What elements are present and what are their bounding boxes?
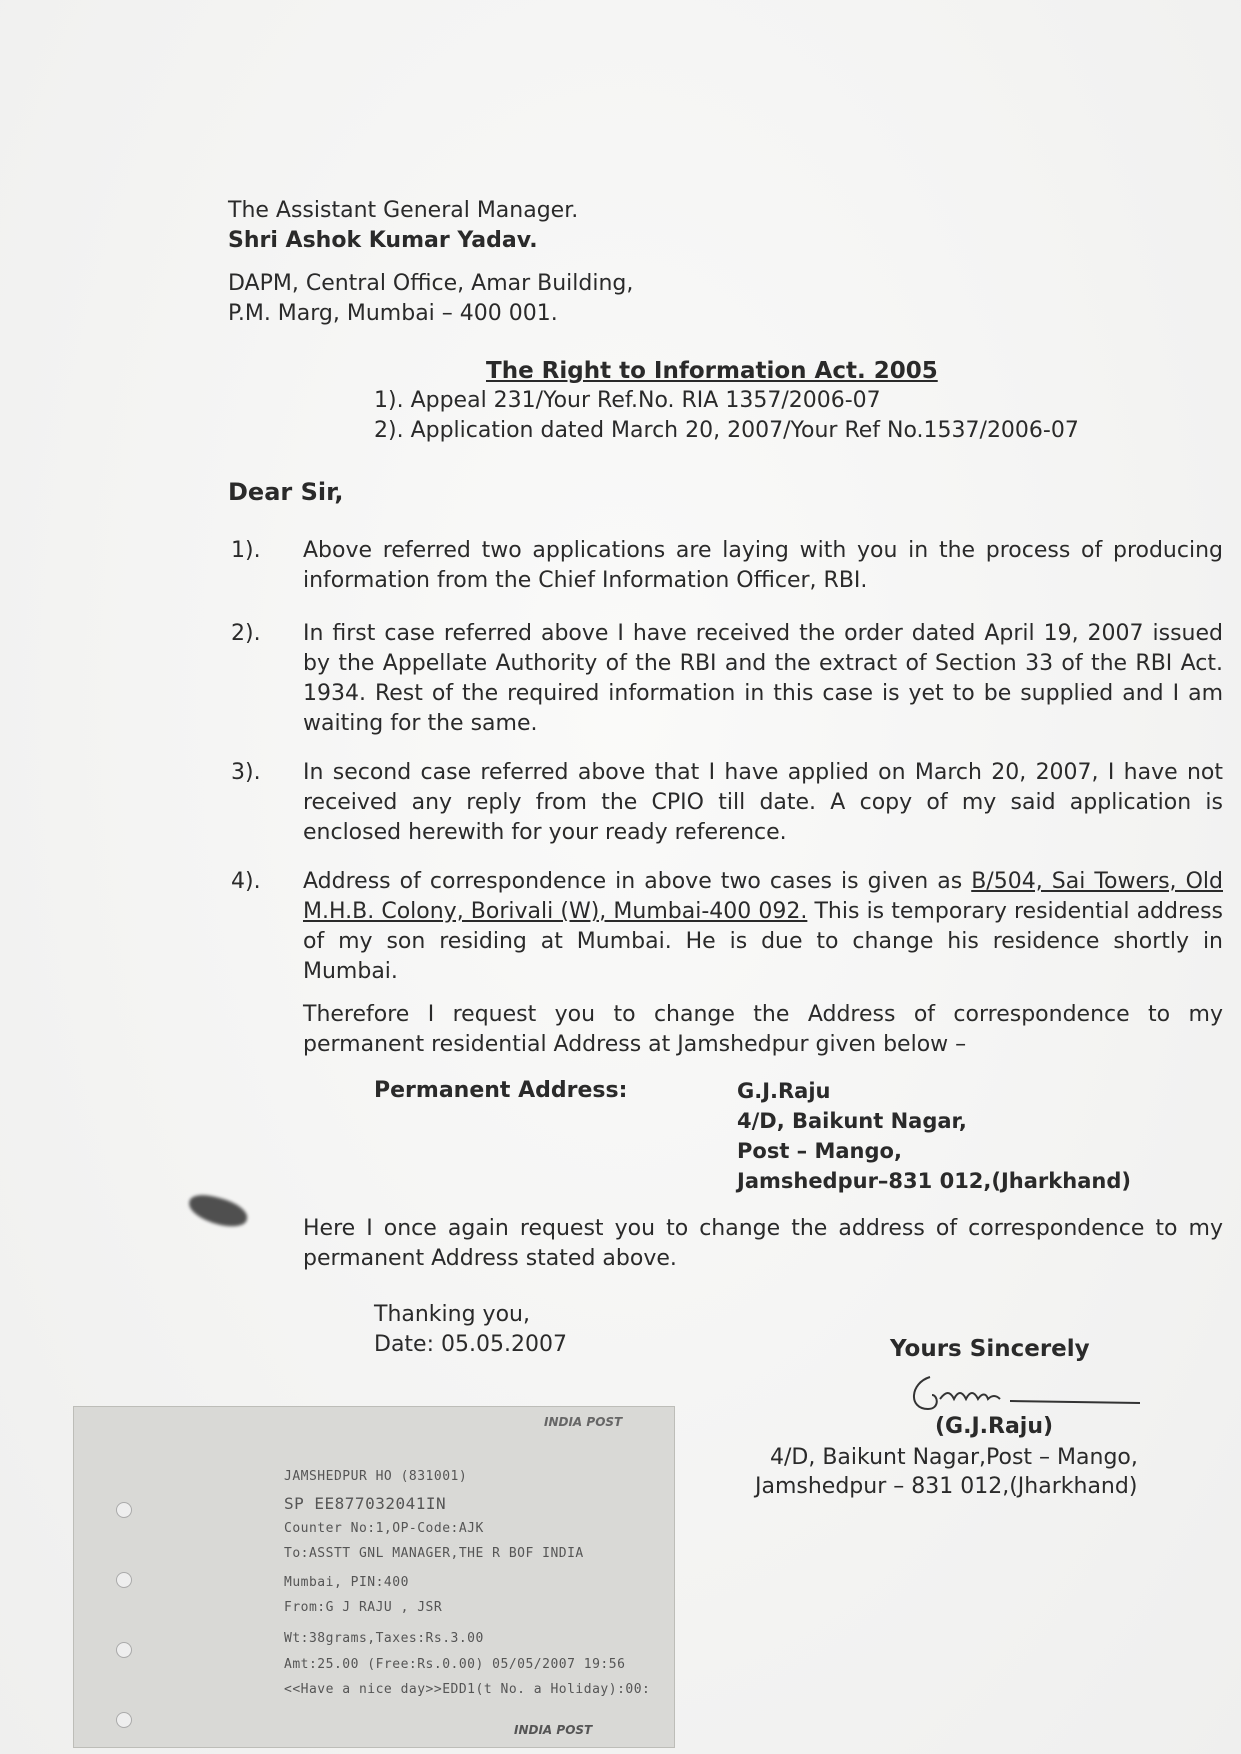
postal-receipt xyxy=(73,1406,675,1748)
permanent-address-label: Permanent Address: xyxy=(374,1078,628,1103)
signatory-address-1: 4/D, Baikunt Nagar,Post – Mango, xyxy=(770,1445,1138,1470)
signatory-address-2: Jamshedpur – 831 012,(Jharkhand) xyxy=(755,1474,1138,1499)
receipt-line: <<Have a nice day>>EDD1(t No. a Holiday):00: xyxy=(284,1682,651,1697)
receipt-line: JAMSHEDPUR HO (831001) xyxy=(284,1469,468,1484)
recipient-title: The Assistant General Manager. xyxy=(228,198,579,223)
india-post-logo-top: INDIA POST xyxy=(544,1415,623,1429)
thanking-you: Thanking you, xyxy=(374,1302,530,1327)
point-4-text-pre: Address of correspondence in above two cases is given as xyxy=(303,869,972,894)
permanent-address-line: Jamshedpur–831 012,(Jharkhand) xyxy=(737,1169,1131,1193)
point-1-number: 1). xyxy=(231,538,261,563)
receipt-line: From:G J RAJU , JSR xyxy=(284,1600,443,1615)
point-4-text-post: This is temporary residential address of my son residing at Mumbai. He is due to change his residence shortly in Mumbai. xyxy=(303,899,1223,984)
son-address: B/504, Sai Towers, Old M.H.B. Colony, Borivali (W), Mumbai-400 092. xyxy=(303,869,1223,924)
punch-hole xyxy=(116,1502,132,1518)
permanent-address-line: 4/D, Baikunt Nagar, xyxy=(737,1109,967,1133)
punch-hole xyxy=(116,1572,132,1588)
receipt-line: Counter No:1,OP-Code:AJK xyxy=(284,1521,484,1536)
receipt-line: Mumbai, PIN:400 xyxy=(284,1575,409,1590)
receipt-line: Wt:38grams,Taxes:Rs.3.00 xyxy=(284,1631,484,1646)
signature-icon xyxy=(900,1365,1150,1417)
salutation: Dear Sir, xyxy=(228,478,344,506)
ink-smudge xyxy=(186,1191,251,1231)
permanent-address-line: G.J.Raju xyxy=(737,1079,831,1103)
permanent-address-line: Post – Mango, xyxy=(737,1139,902,1163)
point-3-text: In second case referred above that I have applied on March 20, 2007, I have not received any reply from the CPIO till date. A copy of my said application is enclosed herewith for your ready reference. xyxy=(303,760,1223,845)
point-2-number: 2). xyxy=(231,621,261,646)
subject-ref-2: 2). Application dated March 20, 2007/Your Ref No.1537/2006-07 xyxy=(374,418,1079,443)
receipt-line: To:ASSTT GNL MANAGER,THE R BOF INDIA xyxy=(284,1546,584,1561)
signatory-name: (G.J.Raju) xyxy=(935,1414,1054,1439)
subject-title: The Right to Information Act. 2005 xyxy=(486,358,938,384)
receipt-line: SP EE877032041IN xyxy=(284,1494,447,1513)
request-paragraph: Therefore I request you to change the Address of correspondence to my permanent residential Address at Jamshedpur given below – xyxy=(303,1002,1223,1057)
punch-hole xyxy=(116,1712,132,1728)
recipient-name: Shri Ashok Kumar Yadav. xyxy=(228,228,538,253)
permanent-address-block xyxy=(737,1076,1131,1196)
point-4-number: 4). xyxy=(231,869,261,894)
india-post-logo-bottom: INDIA POST xyxy=(514,1723,593,1737)
recipient-address-line2: P.M. Marg, Mumbai – 400 001. xyxy=(228,301,558,326)
receipt-line: Amt:25.00 (Free:Rs.0.00) 05/05/2007 19:56 xyxy=(284,1657,626,1672)
request-paragraph-2: Here I once again request you to change the address of correspondence to my permanent Address stated above. xyxy=(303,1216,1223,1271)
subject-ref-1: 1). Appeal 231/Your Ref.No. RIA 1357/2006-07 xyxy=(374,388,881,413)
yours-sincerely: Yours Sincerely xyxy=(890,1336,1090,1362)
punch-hole xyxy=(116,1642,132,1658)
point-3-number: 3). xyxy=(231,760,261,785)
letter-date: Date: 05.05.2007 xyxy=(374,1332,567,1357)
point-1-text: Above referred two applications are laying with you in the process of producing information from the Chief Information Officer, RBI. xyxy=(303,538,1223,593)
point-4-text xyxy=(303,867,1223,987)
recipient-address-line1: DAPM, Central Office, Amar Building, xyxy=(228,271,634,296)
point-2-text: In first case referred above I have received the order dated April 19, 2007 issued by the Appellate Authority of the RBI and the extract of Section 33 of the RBI Act. 1934. Rest of the required information in this case is yet to be supplied and I am waiting for the same. xyxy=(303,621,1223,736)
